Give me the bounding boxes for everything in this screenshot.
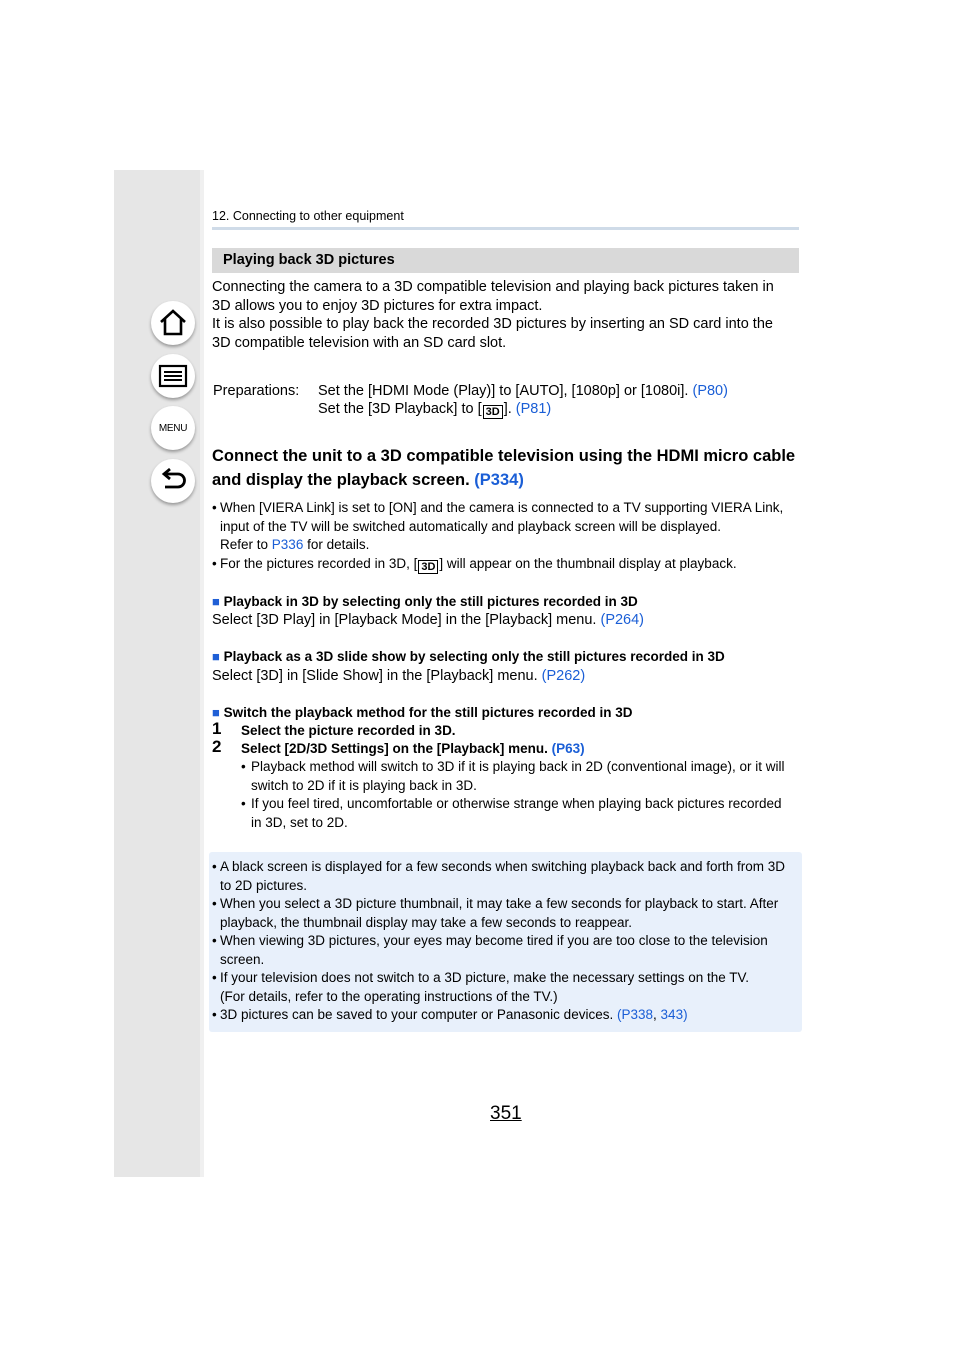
note-bullet: • (212, 896, 217, 911)
bullet-text: When [VIERA Link] is set to [ON] and the camera is connected to a TV supporting VIERA Link, input of the TV will be switched automatically and playback screen will be displayed. Refer to P336 for details. (220, 500, 784, 552)
subheading: ■ Playback as a 3D slide show by selecting only the still pictures recorded in 3D (212, 649, 725, 664)
link-p262[interactable]: (P262) (541, 668, 586, 684)
intro-line: It is also possible to play back the recorded 3D pictures by inserting an SD card into the (212, 316, 773, 332)
bullet-item: • (212, 500, 217, 515)
intro-text (212, 278, 774, 352)
home-icon (158, 309, 188, 337)
header-rule (212, 227, 799, 230)
bullet-text: For the pictures recorded in 3D, [ 3D ] will appear on the thumbnail display at playback. (220, 556, 737, 573)
link-p338[interactable]: (P338 (616, 1007, 654, 1022)
note-bullet: • (212, 970, 217, 985)
step-text: Select the picture recorded in 3D. (241, 723, 456, 738)
back-button[interactable] (151, 459, 195, 503)
link-p81[interactable]: (P81) (515, 401, 552, 417)
square-bullet-icon: ■ (212, 649, 220, 664)
square-bullet-icon: ■ (212, 594, 220, 609)
subheading: ■ Playback in 3D by selecting only the still pictures recorded in 3D (212, 594, 638, 609)
note-text: When you select a 3D picture thumbnail, it may take a few seconds for playback to start. After playback, the thumbnail display may take a few seconds to reappear. (220, 896, 779, 930)
note-text: When viewing 3D pictures, your eyes may become tired if you are too close to the television screen. (220, 933, 768, 967)
link-p80[interactable]: (P80) (692, 383, 728, 399)
link-p334[interactable]: (P334) (474, 471, 524, 489)
note-text: If your television does not switch to a 3D picture, make the necessary settings on the TV. (For details, refer to the operating instructions of the TV.) (220, 970, 750, 1004)
sidebar-edge (200, 170, 204, 1177)
back-arrow-icon (158, 468, 188, 494)
intro-line: 3D allows you to enjoy 3D pictures for extra impact. (212, 297, 543, 314)
note-bullet: • (212, 933, 217, 948)
menu-button[interactable] (151, 406, 195, 450)
note-bullet: • (212, 1007, 217, 1022)
bullet-item: • (241, 759, 246, 774)
main-instruction: Connect the unit to a 3D compatible television using the HDMI micro cable and display the playback screen. (P334) (212, 447, 796, 489)
link-p264[interactable]: (P264) (600, 612, 645, 628)
preparations-label: Preparations: (213, 383, 300, 399)
link-p343[interactable]: 343) (660, 1007, 688, 1022)
preparations-line: Set the [HDMI Mode (Play)] to [AUTO], [1080p] or [1080i]. (P80) (318, 383, 728, 399)
contents-button[interactable] (151, 354, 195, 398)
section-title: Playing back 3D pictures (212, 248, 799, 273)
sub-text: Select [3D] in [Slide Show] in the [Playback] menu. (P262) (212, 668, 586, 684)
subheading: ■ Switch the playback method for the still pictures recorded in 3D (212, 705, 633, 720)
menu-label: MENU (158, 422, 188, 434)
bullet-text: Playback method will switch to 3D if it is playing back in 2D (conventional image), or it will switch to 2D if it is playing back in 3D. (251, 759, 785, 793)
3d-badge-icon: 3D (418, 560, 438, 574)
3d-badge-icon: 3D (483, 405, 503, 419)
preparations-line: Set the [3D Playback] to [ 3D ]. (P81) (318, 401, 552, 418)
intro-line: 3D compatible television with an SD card slot. (212, 334, 507, 351)
link-p63[interactable]: (P63) (551, 741, 585, 756)
chapter-label: 12. Connecting to other equipment (212, 209, 404, 223)
bullet-text: If you feel tired, uncomfortable or otherwise strange when playing back pictures recorded in 3D, set to 2D. (251, 796, 782, 830)
note-bullet: • (212, 859, 217, 874)
step-number: 1 (212, 719, 222, 738)
page-number: 351 (490, 1103, 522, 1124)
square-bullet-icon: ■ (212, 705, 220, 720)
sub-text: Select [3D Play] in [Playback Mode] in the [Playback] menu. (P264) (212, 612, 645, 628)
note-text: 3D pictures can be saved to your computer or Panasonic devices. (P338, 343) (220, 1007, 688, 1022)
intro-line: Connecting the camera to a 3D compatible television and playing back pictures taken in (212, 279, 774, 295)
bullet-item: • (241, 796, 246, 811)
note-text: A black screen is displayed for a few seconds when switching playback back and forth from 3D to 2D pictures. (220, 859, 786, 893)
home-button[interactable] (151, 301, 195, 345)
step-text: Select [2D/3D Settings] on the [Playback] menu. (P63) (241, 741, 585, 756)
bullet-item: • (212, 556, 217, 571)
link-p336[interactable]: P336 (271, 537, 304, 552)
step-number: 2 (212, 737, 222, 756)
list-icon (158, 364, 188, 388)
